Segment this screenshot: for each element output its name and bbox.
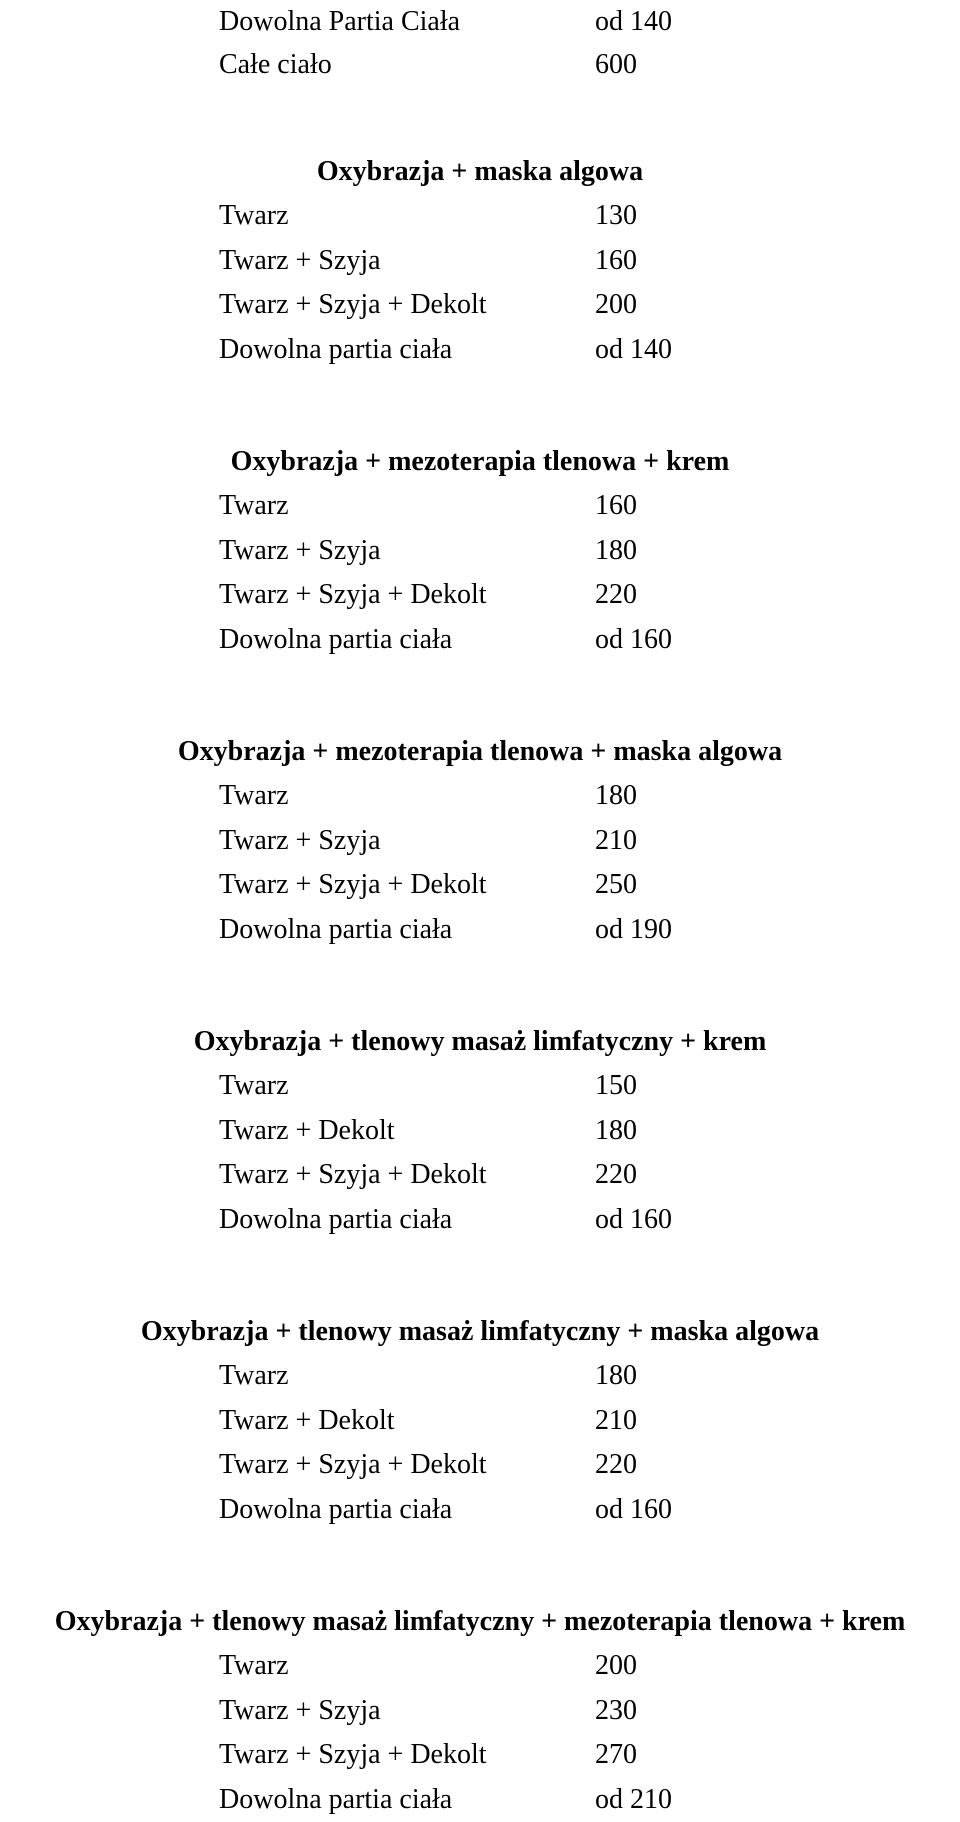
price-section (0, 440, 960, 662)
price-section (0, 1310, 960, 1532)
price-row (0, 618, 960, 663)
treatment-area: Twarz + Szyja (219, 824, 381, 856)
treatment-area: Dowolna partia ciała (219, 1493, 453, 1525)
treatment-price: 130 (595, 200, 637, 231)
treatment-area: Dowolna partia ciała (219, 1783, 453, 1815)
price-row (0, 0, 960, 43)
treatment-area: Twarz + Szyja + Dekolt (219, 1449, 487, 1481)
price-section (0, 1020, 960, 1242)
treatment-area: Twarz + Szyja (219, 1694, 381, 1726)
treatment-price: od 160 (595, 1203, 672, 1235)
treatment-area: Dowolna Partia Ciała (219, 6, 461, 37)
price-row (0, 1644, 960, 1689)
treatment-price: 150 (595, 1070, 637, 1101)
treatment-price: od 160 (595, 1493, 672, 1525)
price-section (0, 730, 960, 952)
price-row (0, 1733, 960, 1778)
treatment-area: Twarz + Szyja + Dekolt (219, 289, 487, 321)
treatment-area: Dowolna partia ciała (219, 623, 453, 655)
treatment-price: 210 (595, 824, 637, 856)
treatment-area: Twarz + Dekolt (219, 1114, 395, 1146)
treatment-area: Twarz + Szyja + Dekolt (219, 1739, 487, 1771)
treatment-price: 160 (595, 490, 637, 521)
treatment-area: Twarz + Szyja (219, 244, 381, 276)
treatment-price: 180 (595, 780, 637, 811)
price-row (0, 1689, 960, 1734)
price-row (0, 283, 960, 328)
treatment-area: Twarz + Szyja (219, 534, 381, 566)
treatment-area: Twarz (219, 1070, 289, 1101)
treatment-price: od 140 (595, 6, 672, 37)
price-row (0, 1443, 960, 1488)
price-row (0, 1778, 960, 1822)
treatment-price: 600 (595, 49, 637, 80)
price-row (0, 1198, 960, 1243)
price-row (0, 573, 960, 618)
price-row (0, 1064, 960, 1109)
price-row (0, 194, 960, 239)
treatment-price: od 190 (595, 913, 672, 945)
price-row (0, 328, 960, 373)
treatment-price: 180 (595, 1360, 637, 1391)
treatment-price: 220 (595, 1449, 637, 1481)
section-title: Oxybrazja + maska algowa (316, 156, 644, 187)
treatment-price: 220 (595, 1159, 637, 1191)
treatment-area: Dowolna partia ciała (219, 1203, 453, 1235)
price-row (0, 43, 960, 86)
treatment-area: Twarz + Dekolt (219, 1404, 395, 1436)
treatment-area: Twarz (219, 200, 289, 231)
treatment-price: 160 (595, 244, 637, 276)
treatment-price: od 210 (595, 1783, 672, 1815)
price-row (0, 1399, 960, 1444)
treatment-price: 200 (595, 1650, 637, 1681)
section-title: Oxybrazja + tlenowy masaż limfatyczny + mezoterapia tlenowa + krem (54, 1606, 906, 1637)
treatment-area: Całe ciało (219, 49, 332, 80)
section-title: Oxybrazja + tlenowy masaż limfatyczny + krem (193, 1026, 767, 1057)
price-row (0, 908, 960, 953)
treatment-price: 250 (595, 869, 637, 901)
treatment-price: 200 (595, 289, 637, 321)
price-section (0, 1600, 960, 1822)
price-row (0, 819, 960, 864)
price-row (0, 863, 960, 908)
price-row (0, 1488, 960, 1533)
treatment-price: od 140 (595, 333, 672, 365)
treatment-price: 180 (595, 534, 637, 566)
treatment-area: Dowolna partia ciała (219, 913, 453, 945)
treatment-price: od 160 (595, 623, 672, 655)
treatment-area: Dowolna partia ciała (219, 333, 453, 365)
treatment-area: Twarz + Szyja + Dekolt (219, 1159, 487, 1191)
price-row (0, 484, 960, 529)
treatment-price: 180 (595, 1114, 637, 1146)
price-row (0, 1354, 960, 1399)
price-row (0, 529, 960, 574)
price-row (0, 1109, 960, 1154)
treatment-area: Twarz (219, 1650, 289, 1681)
treatment-price: 270 (595, 1739, 637, 1771)
treatment-area: Twarz (219, 1360, 289, 1391)
price-row (0, 239, 960, 284)
section-title: Oxybrazja + mezoterapia tlenowa + krem (230, 446, 730, 477)
price-row (0, 774, 960, 819)
treatment-price: 230 (595, 1694, 637, 1726)
treatment-area: Twarz + Szyja + Dekolt (219, 869, 487, 901)
treatment-area: Twarz (219, 780, 289, 811)
price-list-continued (0, 0, 960, 86)
treatment-price: 210 (595, 1404, 637, 1436)
treatment-area: Twarz (219, 490, 289, 521)
section-title: Oxybrazja + mezoterapia tlenowa + maska algowa (177, 736, 783, 767)
treatment-area: Twarz + Szyja + Dekolt (219, 579, 487, 611)
treatment-price: 220 (595, 579, 637, 611)
price-section (0, 150, 960, 372)
section-title: Oxybrazja + tlenowy masaż limfatyczny + maska algowa (140, 1316, 820, 1347)
price-row (0, 1153, 960, 1198)
